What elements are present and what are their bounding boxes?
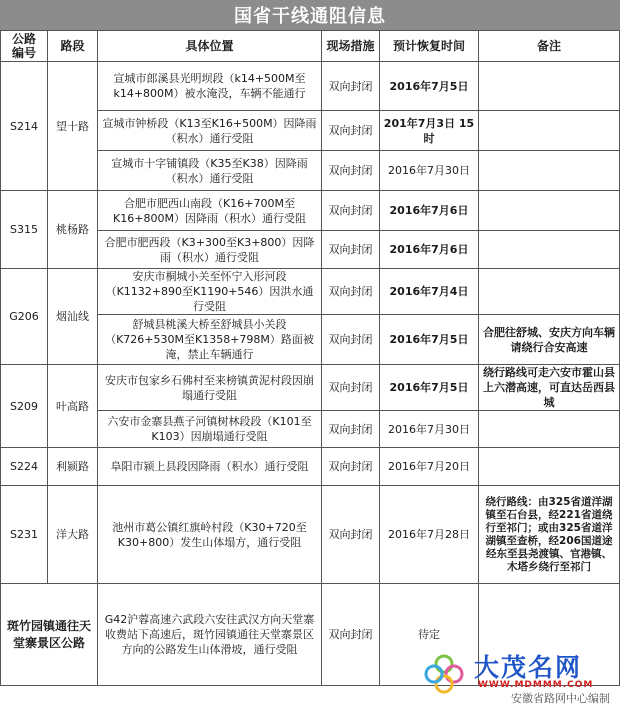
eta-cell: 2016年7月5日 [380, 365, 479, 411]
eta-cell: 2016年7月30日 [380, 411, 479, 448]
measure-cell: 双向封闭 [322, 584, 380, 686]
road-code: S224 [1, 448, 48, 486]
location-cell: 宣城市十字铺镇段（K35至K38）因降雨（积水）通行受阻 [98, 151, 322, 191]
measure-cell: 双向封闭 [322, 448, 380, 486]
measure-cell: 双向封闭 [322, 269, 380, 315]
road-name: 斑竹园镇通往天堂寨景区公路 [1, 584, 98, 686]
location-cell: 六安市金寨县燕子河镇树林段段（K101至K103）因崩塌通行受阻 [98, 411, 322, 448]
remark-cell [479, 269, 620, 315]
remark-cell [479, 191, 620, 231]
eta-cell: 待定 [380, 584, 479, 686]
location-cell: 阜阳市颍上县段因降雨（积水）通行受阻 [98, 448, 322, 486]
road-name: 洋大路 [48, 486, 98, 584]
remark-cell [479, 62, 620, 111]
road-name: 烟汕线 [48, 269, 98, 365]
table-row [1, 269, 620, 315]
source-note: 安徽省路网中心编制 [511, 692, 610, 705]
eta-cell: 2016年7月6日 [380, 231, 479, 269]
flower-logo-icon [422, 652, 466, 696]
measure-cell: 双向封闭 [322, 151, 380, 191]
remark-cell: 绕行路线：由325省道洋湖镇至石台县，经221省道绕行至祁门；或由325省道洋湖镇至查桥，经206国道途经东至县尧渡镇、官港镇、木塔乡绕行至祁门 [479, 486, 620, 584]
table-row [1, 191, 620, 231]
remark-cell [479, 231, 620, 269]
remark-cell [479, 448, 620, 486]
table-row [1, 62, 620, 111]
remark-cell: 绕行路线可走六安市霍山县上六潜高速，可直达岳西县城 [479, 365, 620, 411]
remark-cell [479, 111, 620, 151]
measure-cell: 双向封闭 [322, 231, 380, 269]
measure-cell: 双向封闭 [322, 486, 380, 584]
header-remark: 备注 [479, 31, 620, 62]
header-road: 路段 [48, 31, 98, 62]
header-row [1, 31, 620, 62]
road-code: G206 [1, 269, 48, 365]
road-name: 桃杨路 [48, 191, 98, 269]
eta-cell: 2016年7月5日 [380, 315, 479, 365]
road-code: S231 [1, 486, 48, 584]
watermark-site-name: 大茂名网 [474, 653, 583, 682]
watermark-url: WWW.MDMMM.COM [478, 680, 594, 690]
header-location: 具体位置 [98, 31, 322, 62]
eta-cell: 2016年7月6日 [380, 191, 479, 231]
location-cell: 安庆市包家乡石佛村至来榜镇黄泥村段因崩塌通行受阻 [98, 365, 322, 411]
eta-cell: 2016年7月5日 [380, 62, 479, 111]
road-code: S315 [1, 191, 48, 269]
header-measure: 现场措施 [322, 31, 380, 62]
remark-cell [479, 411, 620, 448]
measure-cell: 双向封闭 [322, 411, 380, 448]
table-row [1, 486, 620, 584]
remark-cell [479, 151, 620, 191]
measure-cell: 双向封闭 [322, 365, 380, 411]
eta-cell: 2016年7月20日 [380, 448, 479, 486]
measure-cell: 双向封闭 [322, 315, 380, 365]
location-cell: 宣城市钟桥段（K13至K16+500M）因降雨（积水）通行受阻 [98, 111, 322, 151]
location-cell: 池州市葛公镇红旗岭村段（K30+720至K30+800）发生山体塌方，通行受阻 [98, 486, 322, 584]
location-cell: G42沪蓉高速六武段六安往武汉方向天堂寨收费站下高速后，斑竹园镇通往天堂寨景区方向的公路发生山体滑坡，通行受阻 [98, 584, 322, 686]
location-cell: 合肥市肥西山南段（K16+700M至K16+800M）因降雨（积水）通行受阻 [98, 191, 322, 231]
location-cell: 合肥市肥西段（K3+300至K3+800）因降雨（积水）通行受阻 [98, 231, 322, 269]
eta-cell: 2016年7月28日 [380, 486, 479, 584]
eta-cell: 2016年7月30日 [380, 151, 479, 191]
traffic-table [0, 30, 620, 686]
road-name: 叶高路 [48, 365, 98, 448]
measure-cell: 双向封闭 [322, 111, 380, 151]
measure-cell: 双向封闭 [322, 62, 380, 111]
eta-cell: 201年7月3日 15时 [380, 111, 479, 151]
road-name: 利颍路 [48, 448, 98, 486]
location-cell: 宣城市郎溪县光明坝段（k14+500M至k14+800M）被水淹没，车辆不能通行 [98, 62, 322, 111]
page-title: 国省干线通阻信息 [0, 0, 620, 30]
eta-cell: 2016年7月4日 [380, 269, 479, 315]
measure-cell: 双向封闭 [322, 191, 380, 231]
table-row [1, 448, 620, 486]
road-code: S214 [1, 62, 48, 191]
road-code: S209 [1, 365, 48, 448]
header-eta: 预计恢复时间 [380, 31, 479, 62]
header-code: 公路 编号 [1, 31, 48, 62]
location-cell: 安庆市桐城小关至怀宁入形河段（K1132+890至K1190+546）因洪水通行受阻 [98, 269, 322, 315]
table-row [1, 365, 620, 411]
remark-cell: 合肥往舒城、安庆方向车辆请绕行合安高速 [479, 315, 620, 365]
road-name: 望十路 [48, 62, 98, 191]
location-cell: 舒城县桃溪大桥至舒城县小关段（K726+530M至K1358+798M）路面被淹，禁止车辆通行 [98, 315, 322, 365]
